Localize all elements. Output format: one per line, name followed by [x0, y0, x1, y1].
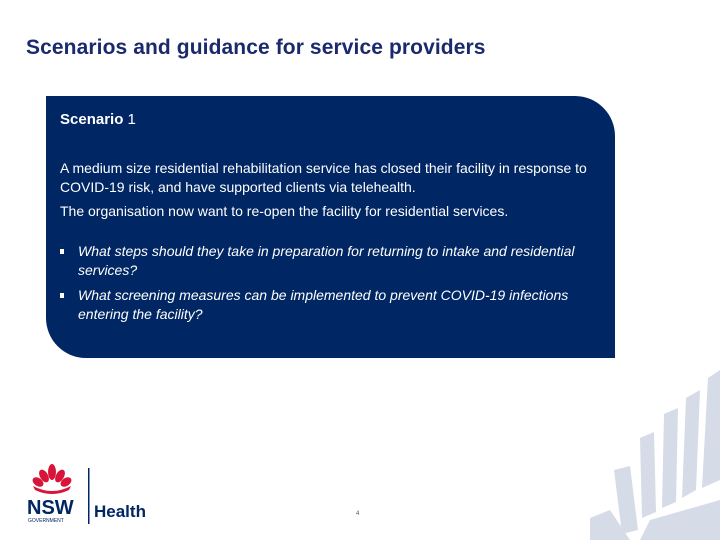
question-text: What screening measures can be implemented to prevent COVID-19 infections entering the facility? [78, 287, 569, 322]
scenario-heading [60, 110, 601, 130]
scenario-heading-number: 1 [127, 111, 136, 128]
waratah-flower-icon [31, 464, 73, 494]
question-item [60, 286, 601, 324]
bullet-icon [60, 249, 64, 254]
logo-divider [88, 468, 90, 524]
scenario-paragraph: A medium size residential rehabilitation service has closed their facility in response to COVID-19 risk, and have supported clients via telehealth. [60, 160, 587, 195]
question-text: What steps should they take in preparation for returning to intake and residential services? [78, 243, 575, 278]
scenario-heading-label: Scenario [60, 111, 124, 128]
logo-nsw-text: NSW [27, 497, 74, 519]
logo-government-text: GOVERNMENT [28, 518, 64, 524]
slide-title: Scenarios and guidance for service providers [26, 36, 486, 59]
page-number: 4 [356, 511, 360, 517]
scenario-box [46, 96, 615, 358]
logo-health-text: Health [94, 502, 146, 521]
scenario-paragraph: The organisation now want to re-open the facility for residential services. [60, 203, 509, 219]
question-item [60, 242, 601, 280]
bullet-icon [60, 293, 64, 298]
waratah-watermark-icon [590, 370, 720, 540]
question-list [60, 242, 601, 324]
